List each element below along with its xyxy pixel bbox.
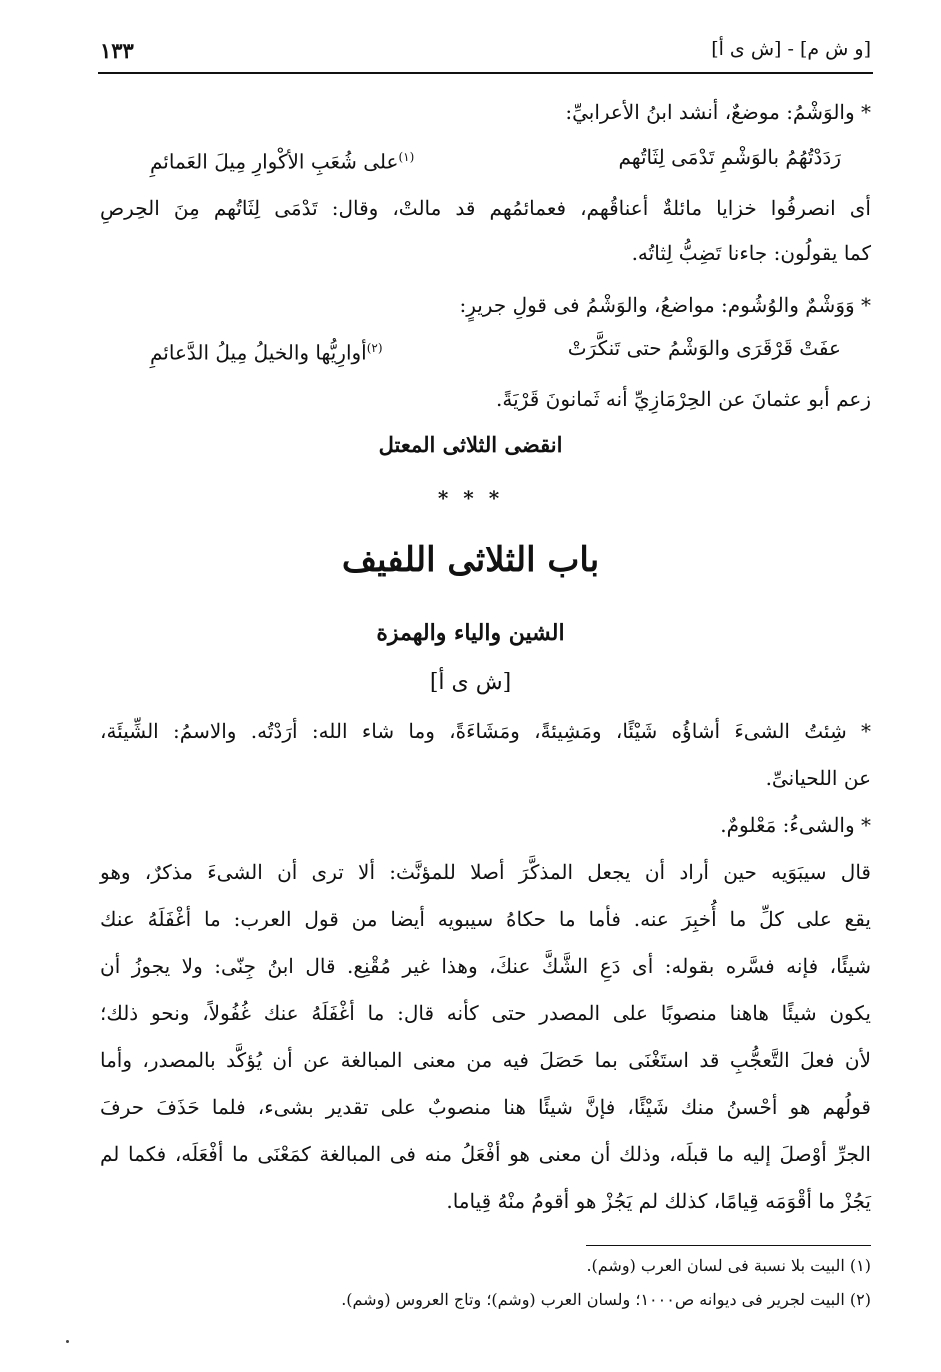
root-heading: [ش ى أ] [429,670,512,695]
footnote: (٢) البيت لجرير فى ديوانه ص١٠٠٠؛ ولسان العرب (وشم)؛ وتاج العروس (وشم). [341,1290,871,1309]
verse-text: على شُعَبِ الأكْوارِ مِيلَ العَمائمِ [150,149,399,174]
subsection-title: الشين والياء والهمزة [376,620,565,646]
verse-hemistich-second [150,140,470,174]
paragraph-line: أى انصرفُوا خزايا مائلةٌ أعناقُهم، فعمائمُهم قد مالتْ، وقال: تَدْمَى لِثَاتُهم مِنَ الحِرصِ [100,196,871,220]
footnote-marker: (١) [398,150,415,164]
paragraph-line: الجرِّ أوْصلَ إليه ما قبلَه، وذلك أن معنى هو أفْعَلُ منه فى المبالغة كمَعْنَى ما أفْعَلَه، فكما لم [100,1142,871,1166]
running-header [100,38,871,72]
verse-hemistich-second [150,331,470,365]
paragraph-line: شيئًا، فإنه فسَّره بقوله: أى دَعِ الشَّكَّ عنكَ، وهذا غير مُقْنِع. قال ابنُ جِنّى: ولا يجوزُ أن [100,954,871,978]
paragraph-line: قولُهم هو أحْسنُ منك شَيْئًا، فإنَّ شيئًا هنا منصوبٌ على تقدير بشىء، فلما حَذَفَ حرفَ [100,1095,871,1119]
section-divider-stars: * * * [437,486,504,510]
paragraph-line: كما يقولُون: جاءنا تَضِبُّ لِثاتُه. [631,241,871,265]
entry-intro: * والوَشْمُ: موضعٌ، أنشد ابنُ الأعرابيِّ: [565,100,871,124]
verse-text: أوارِيُّها والخيلُ مِيلُ الدَّعائمِ [150,340,367,365]
verse-hemistich-first: عفَتْ قَرْقَرَى والوَشْمُ حتى تَنكَّرَتْ [567,336,841,360]
chapter-title: باب الثلاثى اللفيف [341,540,600,580]
paragraph-line: * شِئتُ الشىءَ أشاؤُه شَيْئًا، ومَشِيئةً، ومَشَاءَةً، وما شاء الله: أرَدْتُه. والاسمُ: الشِّيئَة، [100,719,871,743]
footnote: (١) البيت بلا نسبة فى لسان العرب (وشم). [586,1256,871,1275]
paragraph-line: يَجُزْ ما أقْوَمَه قِيامًا، كذلك لم يَجُزْ هو أقومُ منْهُ قِياما. [446,1189,871,1213]
header-rule [98,72,873,74]
paragraph-line: يقع على كلِّ ما أُخبِرَ عنه. فأما ما حكاهُ سيبويه أيضا من قول العرب: ما أغْفَلَهُ عنك [100,907,871,931]
scan-speck [66,1340,69,1343]
entry-intro: * وَوَشْمٌ والوُشُوم: مواضعُ، والوَشْمُ فى قولِ جريرٍ: [459,293,871,317]
footnote-marker: (٢) [366,341,383,355]
paragraph-line: يكون شيئًا هاهنا منصوبًا على المصدر حتى كأنه قال: ما أغْفَلَهُ عنك غُفُولاً، ونحو ذلك؛ [100,1001,871,1025]
paragraph-line: قال سيبَوَيه حين أراد أن يجعل المذكَّرَ أصلا للمؤنَّث: ألا ترى أن الشىءَ مذكرٌ، وهو [100,860,871,884]
paragraph-line: زعم أبو عثمانَ عن الحِرْمَازِيِّ أنه ثَمانونَ قَرْيَةً. [496,387,871,411]
paragraph-line: عن اللحيانىِّ. [765,766,871,790]
paragraph-line: لأن فعلَ التَّعجُّبِ قد استَغْنَى بما حَصَلَ فيه من معنى المبالغة عن أن يُؤكَّد بالمصدر، وأما [100,1048,871,1072]
footnote-rule [586,1245,871,1246]
page-number: ١٣٣ [100,38,134,63]
paragraph-line: * والشىءُ: مَعْلومٌ. [720,813,871,837]
verse-hemistich-first: رَدَدْتُهُمُ بالوَشْمِ تَدْمَى لِثَاتُهم [618,145,841,169]
section-end-heading: انقضى الثلاثى المعتل [378,432,563,457]
header-title: [و ش م] - [ش ى أ] [711,38,871,60]
